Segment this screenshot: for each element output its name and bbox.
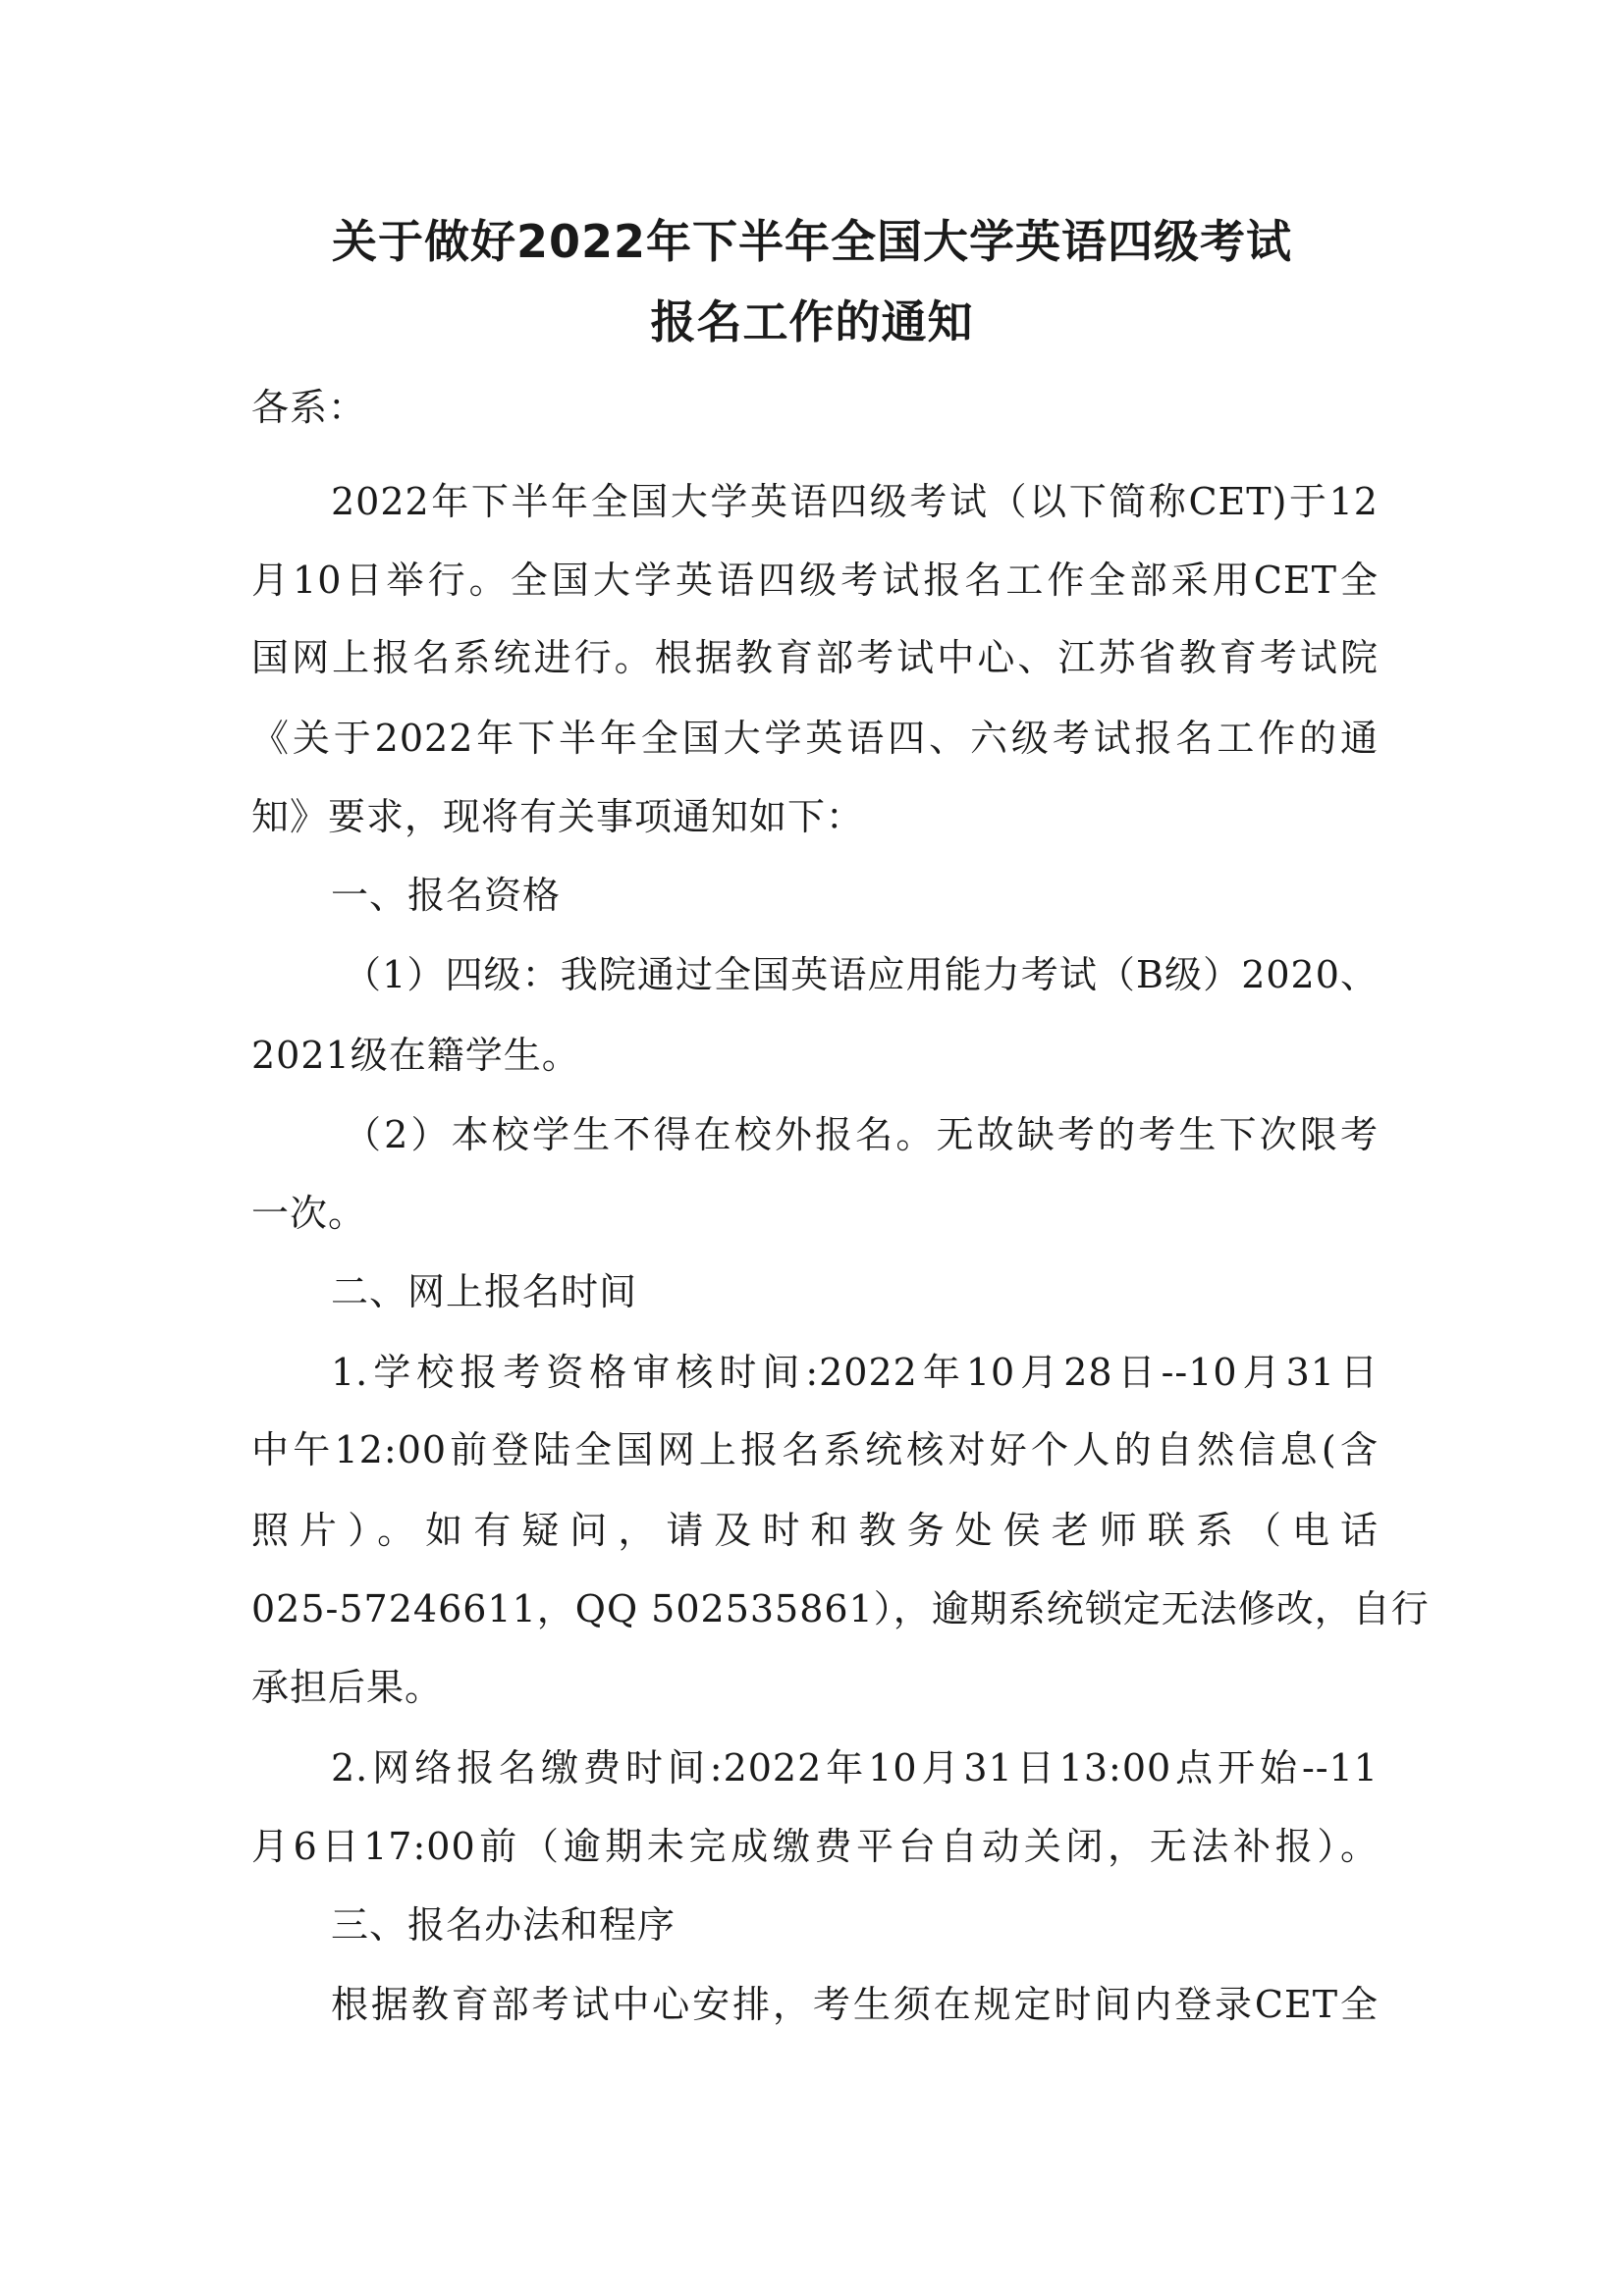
body-line: 2021级在籍学生。	[251, 1034, 580, 1077]
body-line: 2.网络报名缴费时间:2022年10月31日13:00点开始--11	[331, 1746, 1379, 1789]
body-line: 2022年下半年全国大学英语四级考试（以下简称CET)于12	[331, 480, 1379, 523]
body-line: 国网上报名系统进行。根据教育部考试中心、江苏省教育考试院	[251, 636, 1379, 679]
body-line: 承担后果。	[251, 1666, 444, 1709]
body-line: （2）本校学生不得在校外报名。无故缺考的考生下次限考	[344, 1113, 1379, 1156]
section-heading: 一、报名资格	[331, 874, 562, 917]
body-line: 《关于2022年下半年全国大学英语四、六级考试报名工作的通	[251, 717, 1379, 760]
body-line: （1）四级：我院通过全国英语应用能力考试（B级）2020、	[344, 953, 1379, 996]
document-title-line-2: 报名工作的通知	[650, 295, 974, 348]
salutation: 各系：	[251, 386, 367, 429]
body-line: 月10日举行。全国大学英语四级考试报名工作全部采用CET全	[251, 559, 1379, 602]
section-heading: 二、网上报名时间	[331, 1270, 638, 1313]
body-line: 025-57246611，QQ 502535861），逾期系统锁定无法修改，自行	[251, 1587, 1430, 1630]
document-title-line-1: 关于做好2022年下半年全国大学英语四级考试	[331, 215, 1293, 268]
body-line: 照片）。如有疑问，请及时和教务处侯老师联系（电话	[251, 1509, 1379, 1552]
section-heading: 三、报名办法和程序	[331, 1903, 677, 1947]
body-line: 月6日17:00前（逾期未完成缴费平台自动关闭，无法补报）。	[251, 1825, 1379, 1868]
body-line: 知》要求，现将有关事项通知如下：	[251, 795, 865, 838]
body-line: 1.学校报考资格审核时间:2022年10月28日--10月31日	[331, 1351, 1379, 1394]
body-line: 中午12:00前登陆全国网上报名系统核对好个人的自然信息(含	[251, 1428, 1379, 1471]
body-line: 一次。	[251, 1192, 367, 1235]
body-line: 根据教育部考试中心安排，考生须在规定时间内登录CET全	[331, 1983, 1379, 2026]
